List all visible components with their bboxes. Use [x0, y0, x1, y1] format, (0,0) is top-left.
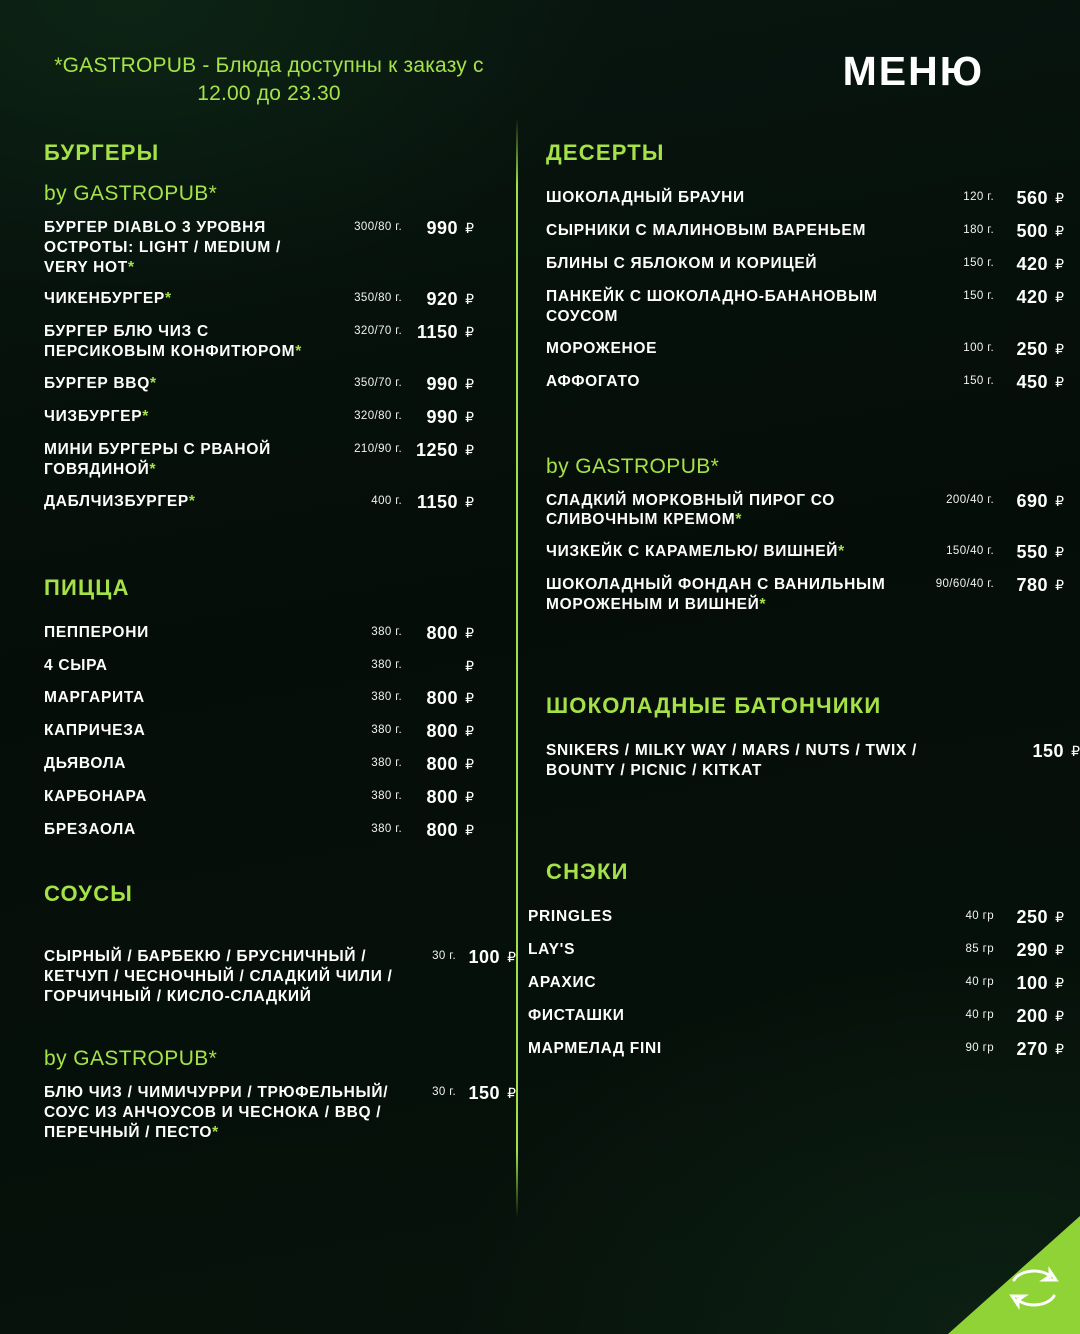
currency-symbol: ₽ — [1055, 223, 1064, 239]
currency-symbol: ₽ — [465, 821, 474, 838]
item-price: 780 — [1016, 575, 1049, 596]
list-item — [0, 682, 516, 715]
item-weight: 320/70 г. — [354, 325, 403, 338]
item-price: 290 — [1016, 940, 1049, 961]
sauces-basic-row — [44, 941, 516, 1013]
item-weight: 180 г. — [963, 224, 995, 236]
spacer — [0, 923, 516, 941]
list-item — [516, 333, 1080, 366]
currency-symbol: ₽ — [1071, 742, 1080, 759]
item-price: 420 — [1016, 254, 1049, 274]
item-price: 550 — [1016, 542, 1049, 563]
item-name: ЧИЗКЕЙК С КАРАМЕЛЬЮ/ ВИШНЕЙ* — [546, 543, 845, 561]
item-weight: 400 г. — [371, 494, 403, 507]
item-weight: 380 г. — [371, 822, 403, 835]
item-name: ЧИКЕНБУРГЕР* — [44, 290, 172, 308]
list-item — [516, 366, 1080, 399]
item-price: 800 — [426, 819, 459, 840]
item-name: БУРГЕР BBQ* — [44, 375, 157, 393]
chocolate-bars-row — [546, 735, 1080, 787]
section-title-sauces: СОУСЫ — [44, 880, 134, 906]
item-weight: 90/60/40 г. — [935, 578, 995, 591]
item-price: 690 — [1016, 490, 1049, 511]
item-weight: 380 г. — [371, 723, 403, 736]
burgers-byline: by GASTROPUB* — [44, 182, 218, 205]
item-price: 990 — [426, 218, 459, 238]
item-weight: 85 гр — [965, 943, 995, 956]
item-weight: 380 г. — [371, 625, 403, 638]
currency-symbol: ₽ — [465, 376, 474, 393]
item-weight: 350/70 г. — [354, 377, 403, 390]
item-name: БУРГЕР БЛЮ ЧИЗ С ПЕРСИКОВЫМ КОНФИТЮРОМ* — [44, 323, 302, 361]
section-title-desserts: ДЕСЕРТЫ — [546, 140, 665, 165]
currency-symbol: ₽ — [465, 657, 474, 674]
spacer — [0, 847, 516, 881]
item-weight — [990, 741, 1010, 744]
item-weight: 40 гр — [965, 910, 995, 923]
item-name: ПАНКЕЙК С ШОКОЛАДНО-БАНАНОВЫМ СОУСОМ — [546, 288, 878, 325]
list-item — [516, 967, 1080, 1000]
currency-symbol: ₽ — [465, 324, 474, 341]
item-name: 4 СЫРА — [44, 656, 108, 674]
currency-symbol: ₽ — [1055, 340, 1064, 357]
snacks-list — [516, 901, 1080, 1066]
item-name: БУРГЕР DIABLO 3 УРОВНЯ ОСТРОТЫ: LIGHT / MEDIUM / VERY HOT* — [44, 219, 282, 276]
currency-symbol: ₽ — [465, 689, 474, 706]
item-weight: 150 г. — [963, 374, 995, 387]
item-price: 200 — [1016, 1006, 1049, 1027]
item-price: 1150 — [417, 322, 459, 343]
list-item — [516, 281, 1080, 333]
currency-symbol: ₽ — [1055, 942, 1064, 959]
left-column — [0, 140, 516, 1149]
currency-symbol: ₽ — [1055, 492, 1064, 509]
item-weight: 350/80 г. — [354, 292, 403, 305]
item-name: БЛИНЫ С ЯБЛОКОМ И КОРИЦЕЙ — [546, 255, 818, 272]
currency-symbol: ₽ — [1055, 577, 1064, 594]
desserts-byline: by GASTROPUB* — [546, 454, 720, 478]
list-item — [516, 215, 1080, 248]
currency-symbol: ₽ — [1055, 256, 1064, 272]
item-price: 800 — [426, 687, 459, 708]
right-column — [516, 140, 1080, 1066]
item-price: 100 — [468, 946, 501, 967]
item-weight: 150/40 г. — [946, 545, 995, 558]
item-weight: 380 г. — [371, 789, 403, 802]
item-weight: 120 г. — [963, 191, 995, 203]
page-header — [0, 44, 1080, 114]
list-item — [516, 569, 1080, 621]
list-item — [0, 486, 516, 519]
item-weight: 200/40 г. — [946, 493, 995, 506]
list-item — [516, 182, 1080, 215]
item-price: 800 — [426, 720, 459, 741]
item-price: 150 — [1032, 740, 1065, 761]
item-name: ЧИЗБУРГЕР* — [44, 408, 149, 426]
item-name: ДАБЛЧИЗБУРГЕР* — [44, 492, 196, 510]
currency-symbol: ₽ — [1055, 1041, 1064, 1058]
list-item — [0, 617, 516, 650]
spacer — [0, 519, 516, 575]
item-price: 100 — [1016, 973, 1049, 994]
page-title: МЕНЮ — [842, 48, 984, 94]
item-name: СЫРНЫЙ / БАРБЕКЮ / БРУСНИЧНЫЙ / КЕТЧУП / ЧЕСНОЧНЫЙ / СЛАДКИЙ ЧИЛИ / ГОРЧИЧНЫЙ / КИСЛО-СЛАДКИЙ — [44, 947, 393, 1005]
footer-corner-accent — [948, 1216, 1080, 1334]
item-weight: 210/90 г. — [354, 443, 403, 456]
section-title-pizza: ПИЦЦА — [44, 574, 130, 600]
list-item — [516, 901, 1080, 934]
desserts-premium-list — [516, 485, 1080, 621]
item-name: МОРОЖЕНОЕ — [546, 339, 658, 357]
item-price: 450 — [1016, 371, 1049, 392]
burgers-list — [0, 212, 516, 519]
currency-symbol: ₽ — [465, 493, 474, 510]
list-item — [516, 536, 1080, 569]
item-price: 920 — [426, 289, 459, 310]
currency-symbol: ₽ — [1055, 190, 1064, 206]
item-name: СЛАДКИЙ МОРКОВНЫЙ ПИРОГ СО СЛИВОЧНЫМ КРЕМОМ* — [546, 491, 836, 529]
currency-symbol: ₽ — [465, 722, 474, 739]
desserts-list — [516, 182, 1080, 399]
item-name: ДЬЯВОЛА — [44, 754, 127, 772]
list-item — [516, 485, 1080, 537]
item-price: 800 — [426, 753, 459, 774]
list-item — [0, 283, 516, 316]
item-weight: 40 гр — [965, 1009, 995, 1022]
item-name: ФИСТАШКИ — [528, 1007, 625, 1025]
item-price: 150 — [468, 1083, 501, 1104]
item-name: МАРМЕЛАД FINI — [528, 1040, 662, 1058]
list-item — [0, 316, 516, 368]
list-item — [0, 781, 516, 814]
currency-symbol: ₽ — [465, 755, 474, 772]
currency-symbol: ₽ — [465, 291, 474, 308]
list-item — [516, 934, 1080, 967]
currency-symbol: ₽ — [1055, 289, 1064, 305]
pizza-list — [0, 617, 516, 847]
item-name: SNIKERS / MILKY WAY / MARS / NUTS / TWIX / BOUNTY / PICNIC / KITKAT — [546, 741, 918, 780]
section-title-snacks: СНЭКИ — [546, 859, 629, 885]
section-title-burgers: БУРГЕРЫ — [44, 140, 160, 165]
list-item — [0, 212, 516, 283]
item-price: 990 — [426, 407, 459, 428]
sauces-byline: by GASTROPUB* — [44, 1047, 218, 1071]
list-item — [0, 715, 516, 748]
currency-symbol: ₽ — [507, 1085, 516, 1102]
currency-symbol: ₽ — [465, 788, 474, 805]
currency-symbol: ₽ — [465, 220, 474, 236]
currency-symbol: ₽ — [465, 624, 474, 641]
spacer — [516, 399, 1080, 455]
list-item — [0, 650, 516, 682]
list-item — [516, 1033, 1080, 1066]
item-weight: 150 г. — [963, 257, 995, 269]
spacer — [516, 787, 1080, 859]
item-name: ШОКОЛАДНЫЙ ФОНДАН С ВАНИЛЬНЫМ МОРОЖЕНЫМ И ВИШНЕЙ* — [546, 576, 886, 614]
item-weight: 380 г. — [371, 658, 403, 671]
sauces-premium-row — [44, 1077, 516, 1149]
item-price: 270 — [1016, 1039, 1049, 1060]
item-name: МИНИ БУРГЕРЫ С РВАНОЙ ГОВЯДИНОЙ* — [44, 441, 271, 478]
item-weight: 380 г. — [371, 690, 403, 703]
item-weight: 150 г. — [963, 290, 995, 302]
list-item — [516, 1000, 1080, 1033]
item-weight: 380 г. — [371, 756, 403, 769]
item-price: 800 — [426, 622, 459, 643]
currency-symbol: ₽ — [1055, 373, 1064, 390]
item-weight: 100 г. — [963, 341, 995, 354]
list-item — [0, 434, 516, 486]
item-name: БЛЮ ЧИЗ / ЧИМИЧУРРИ / ТРЮФЕЛЬНЫЙ/ СОУС ИЗ АНЧОУСОВ И ЧЕСНОКА / BBQ / ПЕРЕЧНЫЙ / ПЕСТО* — [44, 1084, 389, 1142]
item-price: 990 — [426, 374, 459, 395]
item-price: 420 — [1016, 287, 1049, 307]
item-weight: 30 г. — [432, 949, 457, 962]
item-name: LAY'S — [528, 941, 576, 959]
item-price: 1250 — [416, 440, 459, 461]
item-weight: 90 гр — [965, 1042, 995, 1055]
spacer — [0, 1013, 516, 1047]
item-price: 1150 — [417, 491, 459, 512]
section-title-chocolate-bars: ШОКОЛАДНЫЕ БАТОНЧИКИ — [546, 692, 882, 718]
list-item — [0, 814, 516, 847]
item-weight: 300/80 г. — [354, 221, 403, 233]
currency-symbol: ₽ — [1055, 909, 1064, 926]
list-item — [0, 748, 516, 781]
item-price: 500 — [1016, 221, 1049, 241]
list-item — [0, 401, 516, 434]
item-weight: 40 гр — [965, 976, 995, 989]
item-name: МАРГАРИТА — [44, 688, 145, 706]
currency-symbol: ₽ — [465, 442, 474, 459]
currency-symbol: ₽ — [1055, 544, 1064, 561]
spacer — [516, 621, 1080, 693]
item-name: АРАХИС — [528, 974, 597, 992]
item-name: КАРБОНАРА — [44, 787, 148, 805]
item-name: КАПРИЧЕЗА — [44, 721, 146, 739]
list-item — [516, 248, 1080, 281]
item-name: PRINGLES — [528, 908, 613, 926]
item-price: 800 — [426, 786, 459, 807]
item-weight: 30 г. — [432, 1086, 457, 1099]
item-name: ШОКОЛАДНЫЙ БРАУНИ — [546, 189, 745, 206]
currency-symbol: ₽ — [507, 948, 516, 965]
currency-symbol: ₽ — [1055, 1008, 1064, 1025]
currency-symbol: ₽ — [1055, 975, 1064, 992]
item-price: 250 — [1016, 907, 1049, 928]
item-name: АФФОГАТО — [546, 372, 641, 390]
item-price: 250 — [1016, 338, 1049, 359]
list-item — [0, 368, 516, 401]
item-name: СЫРНИКИ С МАЛИНОВЫМ ВАРЕНЬЕМ — [546, 222, 867, 239]
item-price: 560 — [1016, 188, 1049, 208]
item-name: ПЕППЕРОНИ — [44, 623, 149, 641]
item-name: БРЕЗАОЛА — [44, 820, 136, 838]
currency-symbol: ₽ — [465, 409, 474, 426]
service-hours-note: *GASTROPUB - Блюда доступны к заказу с 12.00 до 23.30 — [54, 54, 484, 105]
item-weight: 320/80 г. — [354, 410, 403, 423]
